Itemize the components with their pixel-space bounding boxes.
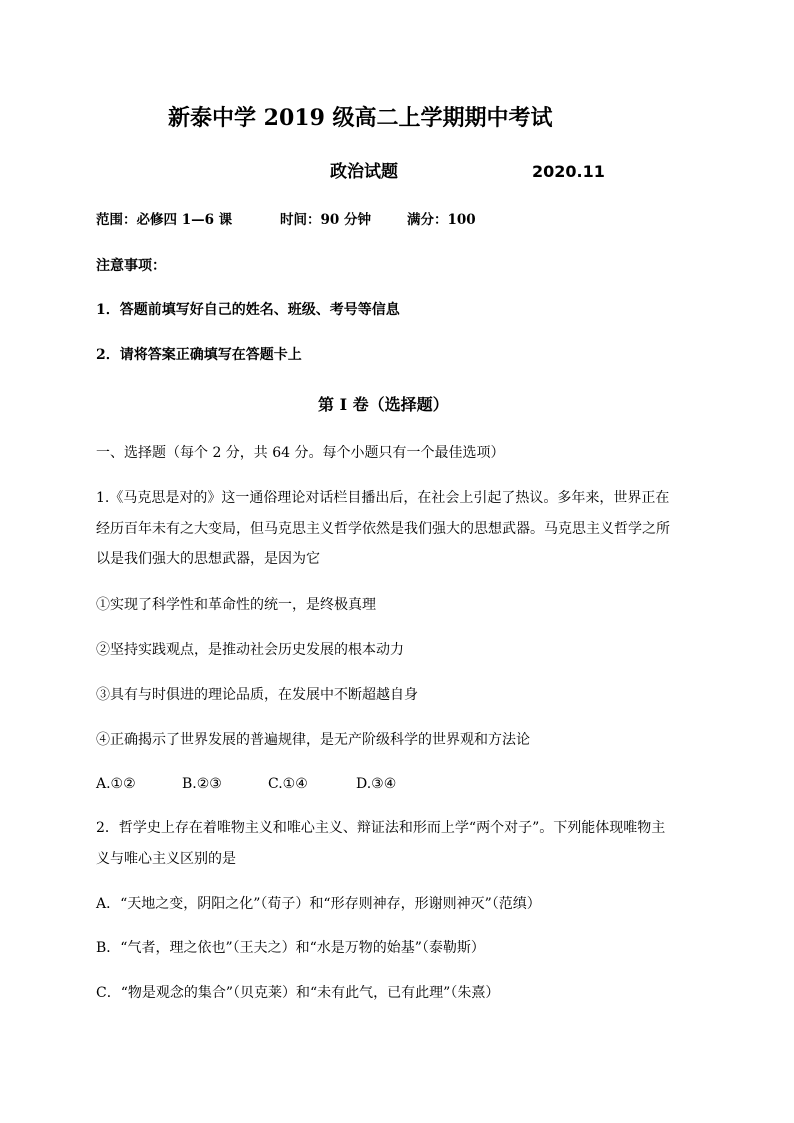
option-a: A．“天地之变，阴阳之化”（荀子）和“形存则神存，形谢则神灭”（范缜） xyxy=(96,896,541,912)
option-b: B．“气者，理之依也”（王夫之）和“水是万物的始基”（泰勒斯） xyxy=(96,940,485,956)
exam-scope: 范围：必修四 1—6 课 xyxy=(96,212,233,228)
question-stem-line: 1.《马克思是对的》这一通俗理论对话栏目播出后，在社会上引起了热议。多年来，世界正在 xyxy=(96,490,670,506)
question-stem-line: 2．哲学史上存在着唯物主义和唯心主义、辩证法和形而上学“两个对子”。下列能体现唯物主 xyxy=(96,820,666,836)
exam-subject: 政治试题 xyxy=(330,162,398,182)
option-c: C．“物是观念的集合”（贝克莱）和“未有此气，已有此理”（朱熹） xyxy=(96,985,500,1001)
note-item: 2．请将答案正确填写在答题卡上 xyxy=(96,347,302,363)
statement-item: ④正确揭示了世界发展的普遍规律，是无产阶级科学的世界观和方法论 xyxy=(96,732,530,748)
exam-date: 2020.11 xyxy=(532,162,605,181)
option-a: A.①② xyxy=(96,776,136,792)
statement-item: ③具有与时俱进的理论品质，在发展中不断超越自身 xyxy=(96,687,418,703)
notes-heading: 注意事项： xyxy=(96,258,166,274)
option-b: B.②③ xyxy=(182,776,222,792)
exam-time: 时间：90 分钟 xyxy=(280,212,371,228)
question-stem-line: 以是我们强大的思想武器，是因为它 xyxy=(96,551,320,567)
option-c: C.①④ xyxy=(268,776,308,792)
question-stem-line: 经历百年未有之大变局，但马克思主义哲学依然是我们强大的思想武器。马克思主义哲学之所 xyxy=(96,521,670,537)
part1-instruction: 一、选择题（每个 2 分，共 64 分。每个小题只有一个最佳选项） xyxy=(96,445,505,461)
answer-options xyxy=(96,774,396,794)
part1-heading: 第 I 卷（选择题） xyxy=(318,395,449,414)
exam-score: 满分：100 xyxy=(407,212,476,228)
question-stem-line: 义与唯心主义区别的是 xyxy=(96,851,236,867)
statement-item: ①实现了科学性和革命性的统一，是终极真理 xyxy=(96,597,376,613)
note-item: 1．答题前填写好自己的姓名、班级、考号等信息 xyxy=(96,302,400,318)
option-d: D.③④ xyxy=(356,776,397,792)
statement-item: ②坚持实践观点，是推动社会历史发展的根本动力 xyxy=(96,642,404,658)
exam-title: 新泰中学 2019 级高二上学期期中考试 xyxy=(168,105,553,131)
